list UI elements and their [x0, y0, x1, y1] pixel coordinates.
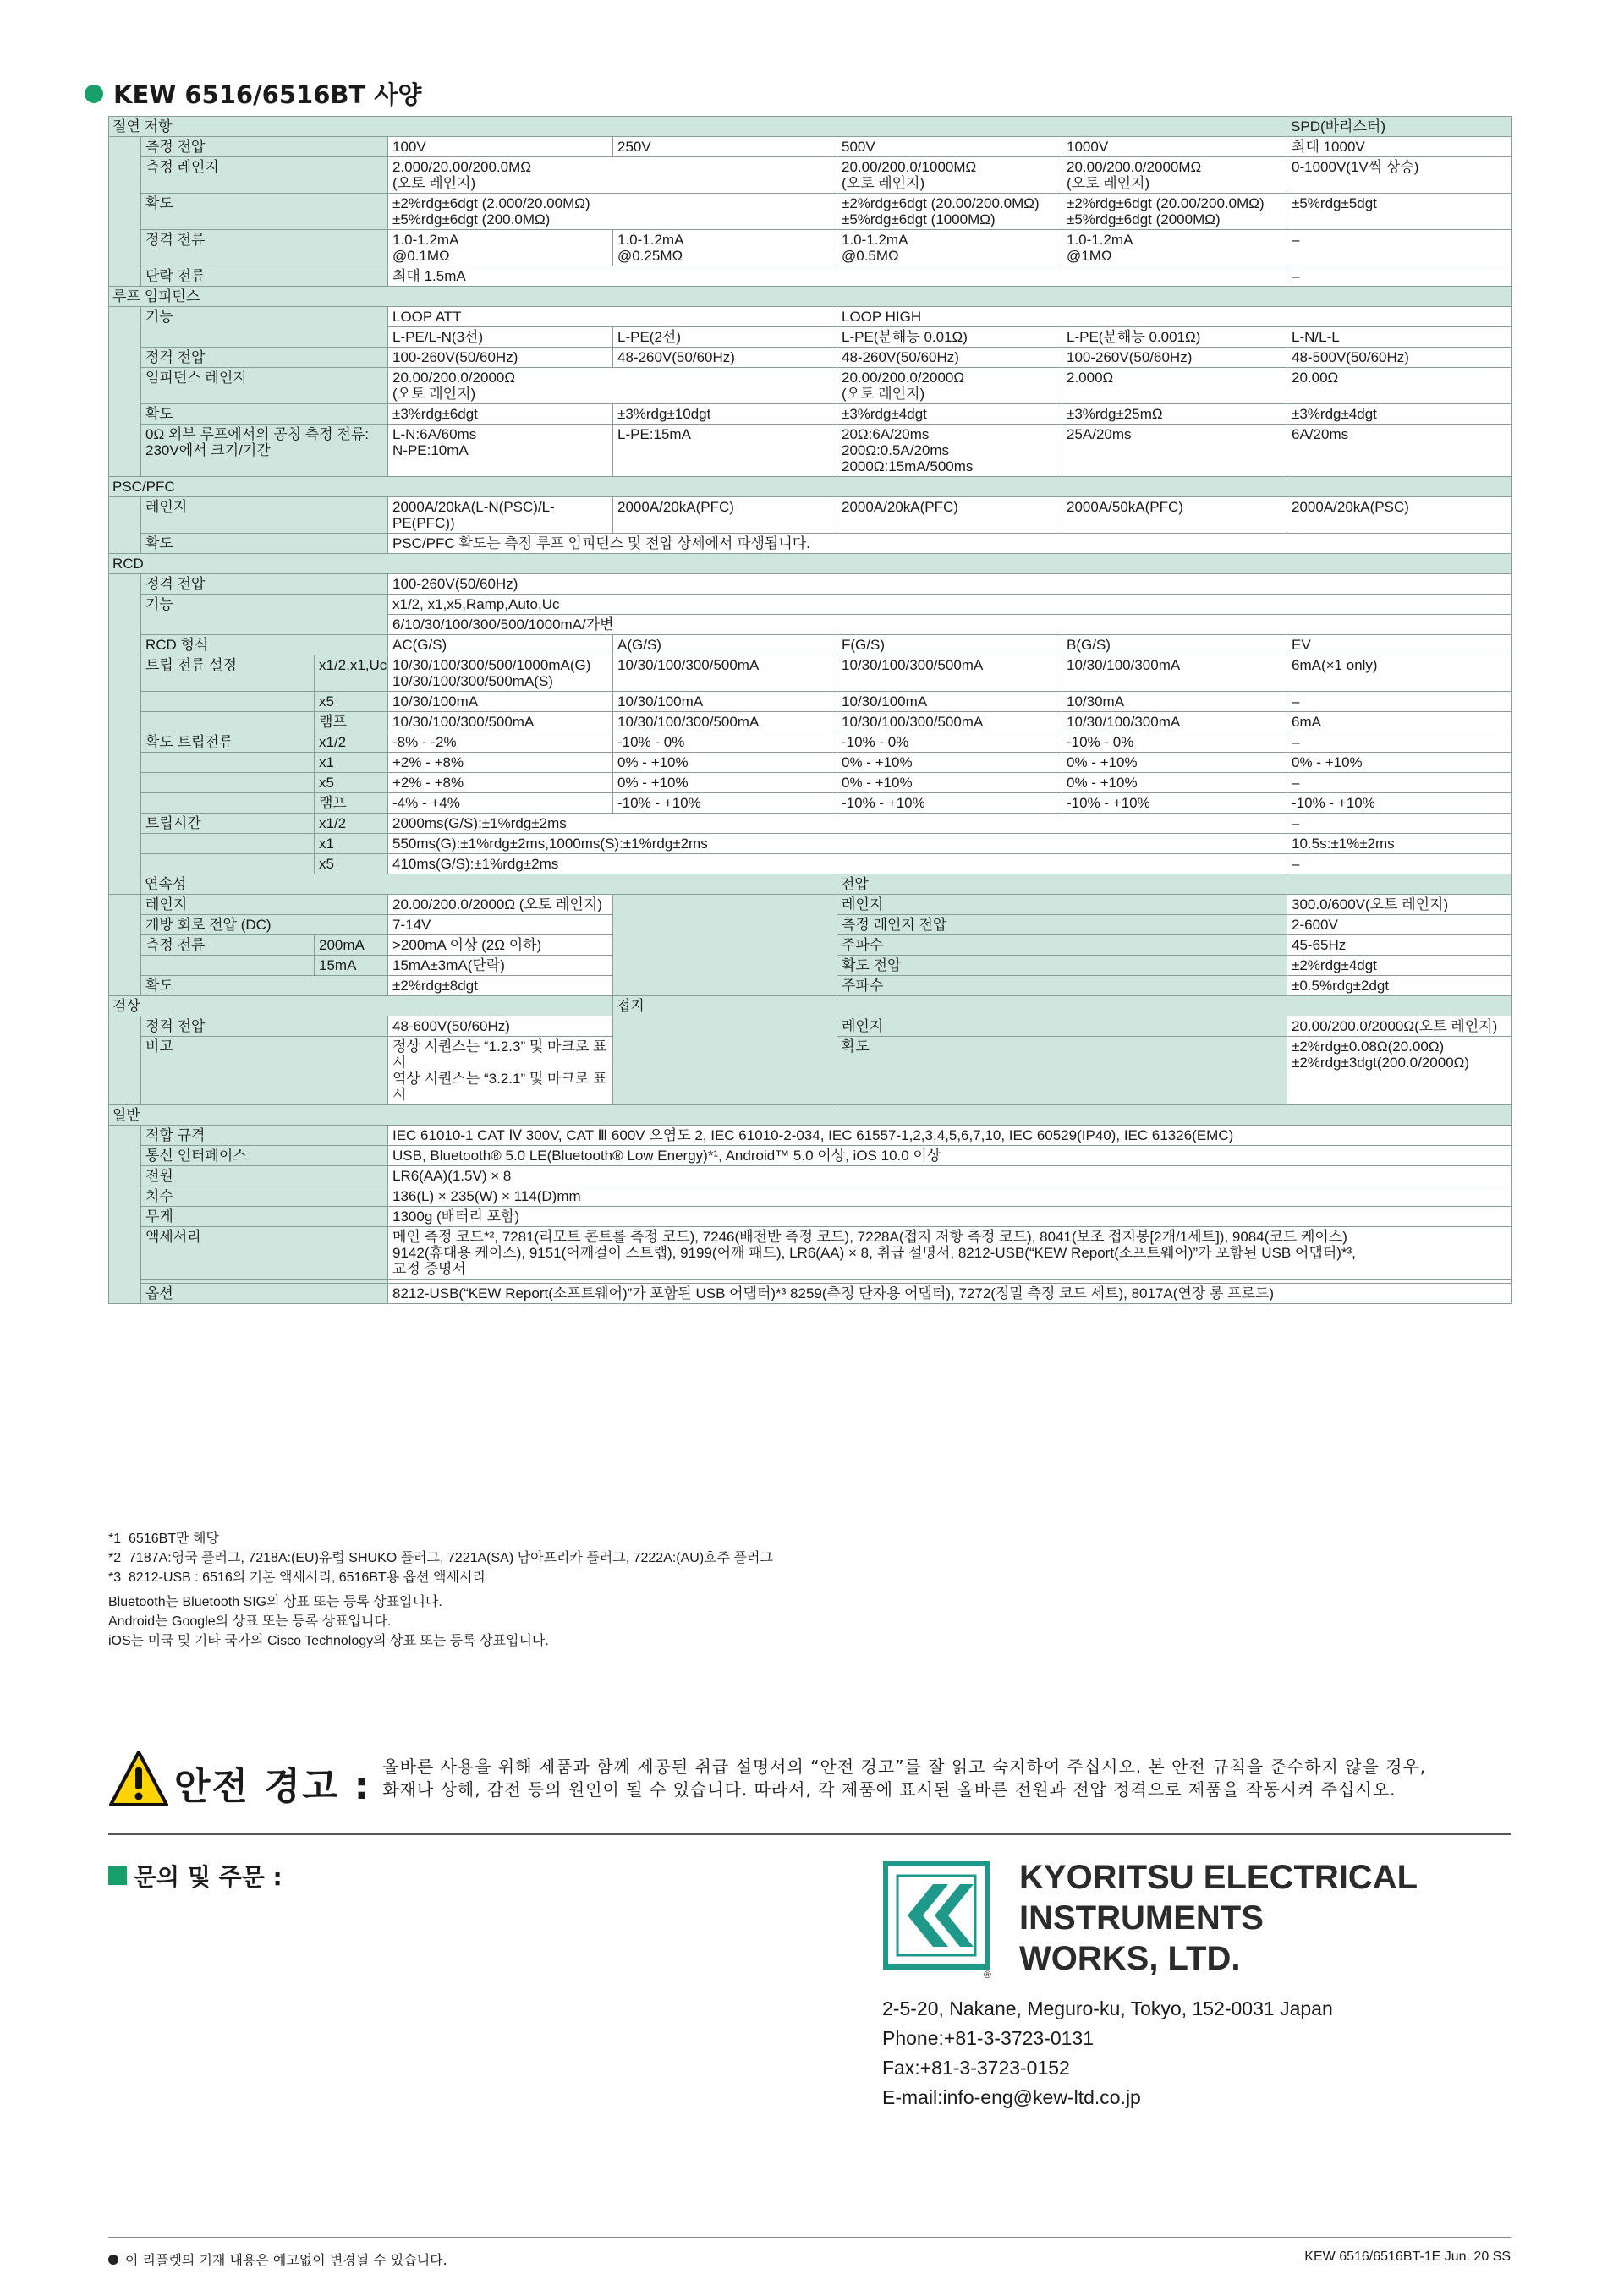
row-label: 레인지 [141, 895, 388, 915]
table-row [109, 996, 1512, 1016]
row-label [141, 854, 315, 874]
row-label: 레인지 [141, 497, 388, 534]
table-cell: -10% - +10% [1062, 793, 1287, 814]
table-cell: 100-260V(50/60Hz) [388, 574, 1512, 595]
table-row [109, 230, 1512, 266]
company-phone: Phone:+81-3-3723-0131 [882, 2027, 1095, 2049]
row-label: x1/2,x1,Uc [315, 655, 388, 692]
company-name [1019, 1857, 1418, 1979]
table-row [109, 554, 1512, 574]
row-label: 정격 전류 [141, 230, 388, 266]
table-row [109, 773, 1512, 793]
page-title-text: KEW 6516/6516BT 사양 [113, 80, 422, 109]
table-cell: L-N:6A/60ms N-PE:10mA [388, 425, 613, 477]
document-code: KEW 6516/6516BT-1E Jun. 20 SS [1304, 2249, 1511, 2264]
table-cell: ±3%rdg±25mΩ [1062, 404, 1287, 425]
table-cell: ±3%rdg±4dgt [1287, 404, 1512, 425]
table-row [109, 157, 1512, 194]
row-label: 전원 [141, 1166, 388, 1186]
table-cell: LR6(AA)(1.5V) × 8 [388, 1166, 1512, 1186]
table-row [109, 635, 1512, 655]
row-label [141, 753, 315, 773]
row-label: 적합 규격 [141, 1126, 388, 1146]
table-cell: 20.00Ω [1287, 368, 1512, 404]
table-cell: 10/30/100/300/500mA [837, 655, 1062, 692]
table-cell: 500V [837, 137, 1062, 157]
table-cell: 1.0-1.2mA @1MΩ [1062, 230, 1287, 266]
table-cell: 8212-USB(“KEW Report(소프트웨어)”가 포함된 USB 어댑터)*³ 8259(측정 단자용 어댑터), 7272(정밀 측정 코드 세트), 8017A(연장 롱 프로드) [388, 1284, 1512, 1304]
table-cell: 20.00/200.0/2000MΩ (오토 레인지) [1062, 157, 1287, 194]
svg-text:®: ® [984, 1969, 991, 1979]
table-cell: L-PE(분해능 0.01Ω) [837, 327, 1062, 348]
table-cell: 15mA±3mA(단락) [388, 956, 613, 976]
table-cell: – [1287, 814, 1512, 834]
row-label: 개방 회로 전압 (DC) [141, 915, 388, 935]
section-gutter [109, 1126, 141, 1304]
row-label: 확도 [141, 534, 388, 554]
table-cell: ±2%rdg±6dgt (20.00/200.0MΩ) ±5%rdg±6dgt (2000MΩ) [1062, 194, 1287, 230]
section-gutter [109, 1016, 141, 1105]
table-cell: – [1287, 230, 1512, 266]
table-cell: 7-14V [388, 915, 613, 935]
table-cell: 1000V [1062, 137, 1287, 157]
table-row [109, 425, 1512, 477]
table-row [109, 1284, 1512, 1304]
row-label: 정격 전압 [141, 348, 388, 368]
company-fax: Fax:+81-3-3723-0152 [882, 2057, 1070, 2079]
table-row [109, 194, 1512, 230]
table-cell: LOOP ATT [388, 307, 837, 327]
table-row [109, 1105, 1512, 1126]
warning-line-2: 화재나 상해, 감전 등의 원인이 될 수 있습니다. 따라서, 각 제품에 표시된 올바른 전원과 전압 정격으로 제품을 작동시켜 주십시오. [382, 1779, 1396, 1800]
table-cell: 25A/20ms [1062, 425, 1287, 477]
section-header: 전압 [837, 874, 1512, 895]
table-cell: -10% - 0% [837, 732, 1062, 753]
table-cell: 1.0-1.2mA @0.5MΩ [837, 230, 1062, 266]
table-cell: L-PE/L-N(3선) [388, 327, 613, 348]
table-cell: 48-500V(50/60Hz) [1287, 348, 1512, 368]
section-header: PSC/PFC [109, 477, 1512, 497]
table-row [109, 1016, 1512, 1037]
row-label: x1/2 [315, 732, 388, 753]
table-cell: 1300g (배터리 포함) [388, 1207, 1512, 1227]
table-row [109, 534, 1512, 554]
row-label: x5 [315, 692, 388, 712]
table-cell: 250V [613, 137, 837, 157]
row-label: 레인지 [837, 1016, 1287, 1037]
row-label: 측정 레인지 전압 [837, 915, 1287, 935]
table-row [109, 595, 1512, 615]
footnotes [108, 1529, 773, 1651]
table-row [109, 137, 1512, 157]
table-cell: -10% - 0% [1062, 732, 1287, 753]
table-row [109, 753, 1512, 773]
table-cell: 2000A/50kA(PFC) [1062, 497, 1287, 534]
table-row [109, 497, 1512, 534]
row-label: 트립시간 [141, 814, 315, 834]
row-label: 확도 [141, 194, 388, 230]
table-cell: ±2%rdg±8dgt [388, 976, 613, 996]
warning-triangle-icon [108, 1749, 169, 1808]
table-row [109, 117, 1512, 137]
contact-label [108, 1859, 283, 1893]
table-cell: – [1287, 732, 1512, 753]
footer-divider [108, 2237, 1511, 2238]
table-cell: 6/10/30/100/300/500/1000mA/가변 [388, 615, 1512, 635]
row-label: 200mA [315, 935, 388, 956]
table-cell: ±2%rdg±6dgt (20.00/200.0MΩ) ±5%rdg±6dgt (1000MΩ) [837, 194, 1062, 230]
table-cell: 10/30/100mA [388, 692, 613, 712]
section-gutter [109, 307, 141, 477]
section-gutter [109, 497, 141, 554]
table-cell: 20.00/200.0/2000Ω(오토 레인지) [1287, 1016, 1512, 1037]
table-cell: 0% - +10% [837, 753, 1062, 773]
bullet-icon [108, 2255, 118, 2265]
table-cell: – [1287, 692, 1512, 712]
warning-title: 안전 경고 : [174, 1765, 371, 1808]
section-header: 검상 [109, 996, 613, 1016]
row-label: x5 [315, 854, 388, 874]
table-cell: L-PE(2선) [613, 327, 837, 348]
company-address: 2-5-20, Nakane, Meguro-ku, Tokyo, 152-0031 Japan [882, 1997, 1333, 2019]
table-row [109, 1166, 1512, 1186]
table-cell: 20.00/200.0/2000Ω (오토 레인지) [388, 895, 613, 915]
row-label: 통신 인터페이스 [141, 1146, 388, 1166]
table-row [109, 368, 1512, 404]
row-label: 임피던스 레인지 [141, 368, 388, 404]
table-cell: 0% - +10% [1062, 753, 1287, 773]
table-row [109, 814, 1512, 834]
table-row [109, 895, 1512, 915]
row-label [141, 956, 315, 976]
table-row [109, 477, 1512, 497]
table-row [109, 732, 1512, 753]
footnote-line: *1 6516BT만 해당 [108, 1532, 219, 1546]
company-email[interactable]: E-mail:info-eng@kew-ltd.co.jp [882, 2086, 1141, 2108]
row-label: 확도 [141, 404, 388, 425]
table-row [109, 1126, 1512, 1146]
table-cell: 410ms(G/S):±1%rdg±2ms [388, 854, 1287, 874]
row-label: 측정 전류 [141, 935, 315, 956]
section-header: RCD [109, 554, 1512, 574]
table-cell: PSC/PFC 확도는 측정 루프 임피던스 및 전압 상세에서 파생됩니다. [388, 534, 1512, 554]
table-row [109, 874, 1512, 895]
table-cell: L-PE(분해능 0.001Ω) [1062, 327, 1287, 348]
row-label: 기능 [141, 595, 388, 635]
table-cell: 정상 시퀀스는 “1.2.3” 및 마크로 표시 역상 시퀀스는 “3.2.1” 및 마크로 표시 [388, 1037, 613, 1105]
row-label: 램프 [315, 712, 388, 732]
table-cell: 메인 측정 코드*², 7281(리모트 콘트롤 측정 코드), 7246(배전반 측정 코드), 7228A(접지 저항 측정 코드), 8041(보조 접지봉[2개/1세트]), 9084(코드 케이스) 9142(휴대용 케이스), 9151(어깨걸이 스트랩), 9199(어깨 패드), LR6(AA) × 8, 취급 설명서, 8212-USB(“KEW Report(소프트웨어)”가 포함된 USB 어댑터)*³, 교정 증명서 [388, 1227, 1512, 1280]
section-header: 절연 저항 [109, 117, 1287, 137]
footnote-line: Android는 Google의 상표 또는 등록 상표입니다. [108, 1614, 392, 1629]
table-cell: 100-260V(50/60Hz) [1062, 348, 1287, 368]
table-cell: A(G/S) [613, 635, 837, 655]
table-cell: – [1287, 854, 1512, 874]
safety-warning [108, 1749, 1426, 1810]
row-label: 레인지 [837, 895, 1287, 915]
footer-disclaimer [108, 2249, 447, 2269]
table-cell: 2000A/20kA(PFC) [613, 497, 837, 534]
table-cell: IEC 61010-1 CAT Ⅳ 300V, CAT Ⅲ 600V 오염도 2, IEC 61010-2-034, IEC 61557-1,2,3,4,5,6,7,10, IEC 60529(IP40), IEC 61326(EMC) [388, 1126, 1512, 1146]
row-label: 무게 [141, 1207, 388, 1227]
section-gutter [109, 574, 141, 895]
table-cell: ±0.5%rdg±2dgt [1287, 976, 1512, 996]
row-label: x5 [315, 773, 388, 793]
table-cell: 20.00/200.0/2000Ω (오토 레인지) [388, 368, 837, 404]
row-label: 트립 전류 설정 [141, 655, 315, 692]
table-cell: x1/2, x1,x5,Ramp,Auto,Uc [388, 595, 1512, 615]
row-label [141, 692, 315, 712]
table-cell: 550ms(G):±1%rdg±2ms,1000ms(S):±1%rdg±2ms [388, 834, 1287, 854]
row-label: 확도 [837, 1037, 1287, 1105]
row-label [141, 834, 315, 854]
section-header: SPD(바리스터) [1287, 117, 1512, 137]
table-cell: 20.00/200.0/2000Ω (오토 레인지) [837, 368, 1062, 404]
table-cell: 2.000Ω [1062, 368, 1287, 404]
bullet-dot-icon [85, 85, 103, 103]
table-cell: 48-260V(50/60Hz) [613, 348, 837, 368]
table-cell: – [1287, 266, 1512, 287]
table-cell: 1.0-1.2mA @0.1MΩ [388, 230, 613, 266]
table-cell: 6A/20ms [1287, 425, 1512, 477]
row-label: 15mA [315, 956, 388, 976]
footnote-line: Bluetooth는 Bluetooth SIG의 상표 또는 등록 상표입니다. [108, 1595, 442, 1609]
table-cell: 0% - +10% [613, 753, 837, 773]
table-cell: 2-600V [1287, 915, 1512, 935]
section-gutter [613, 1016, 837, 1105]
row-label [141, 773, 315, 793]
footnote-line: iOS는 미국 및 기타 국가의 Cisco Technology의 상표 또는 등록 상표입니다. [108, 1634, 549, 1648]
row-label: 주파수 [837, 935, 1287, 956]
table-row [109, 655, 1512, 692]
table-cell: -10% - 0% [613, 732, 837, 753]
table-row [109, 854, 1512, 874]
square-bullet-icon [108, 1866, 127, 1885]
table-cell: 10/30/100mA [837, 692, 1062, 712]
table-cell: 100-260V(50/60Hz) [388, 348, 613, 368]
table-cell: L-N/L-L [1287, 327, 1512, 348]
table-cell: – [1287, 773, 1512, 793]
kyoritsu-logo-icon [882, 1860, 1001, 1979]
table-row [109, 287, 1512, 307]
table-cell: 10/30/100/300mA [1062, 712, 1287, 732]
table-cell: 136(L) × 235(W) × 114(D)mm [388, 1186, 1512, 1207]
row-label: 정격 전압 [141, 574, 388, 595]
table-cell: AC(G/S) [388, 635, 613, 655]
table-row [109, 1207, 1512, 1227]
table-cell: L-PE:15mA [613, 425, 837, 477]
table-cell: F(G/S) [837, 635, 1062, 655]
footnote-line: *3 8212-USB : 6516의 기본 액세서리, 6516BT용 옵션 액세서리 [108, 1570, 486, 1585]
row-label: x1 [315, 753, 388, 773]
row-label: 액세서리 [141, 1227, 388, 1280]
row-label: 램프 [315, 793, 388, 814]
table-cell: 최대 1.5mA [388, 266, 1287, 287]
row-label: 기능 [141, 307, 388, 348]
table-cell: 2.000/20.00/200.0MΩ (오토 레인지) [388, 157, 837, 194]
table-cell: LOOP HIGH [837, 307, 1512, 327]
row-label: 확도 [141, 976, 388, 996]
table-cell: 300.0/600V(오토 레인지) [1287, 895, 1512, 915]
row-label: 확도 전압 [837, 956, 1287, 976]
footnote-line: *2 7187A:영국 플러그, 7218A:(EU)유럽 SHUKO 플러그, 7221A(SA) 남아프리카 플러그, 7222A:(AU)호주 플러그 [108, 1551, 773, 1565]
table-cell: 0% - +10% [1062, 773, 1287, 793]
table-cell: USB, Bluetooth® 5.0 LE(Bluetooth® Low Energy)*¹, Android™ 5.0 이상, iOS 10.0 이상 [388, 1146, 1512, 1166]
table-cell: 10/30/100mA [613, 692, 837, 712]
row-label: x1 [315, 834, 388, 854]
section-header: 접지 [613, 996, 1512, 1016]
table-cell: 6mA(×1 only) [1287, 655, 1512, 692]
table-cell: 10/30/100/300/500mA [613, 712, 837, 732]
table-cell: +2% - +8% [388, 753, 613, 773]
table-cell: 2000A/20kA(L-N(PSC)/L-PE(PFC)) [388, 497, 613, 534]
table-cell: B(G/S) [1062, 635, 1287, 655]
table-cell: 20.00/200.0/1000MΩ (오토 레인지) [837, 157, 1062, 194]
table-cell: 10/30/100/300/500/1000mA(G) 10/30/100/300/500mA(S) [388, 655, 613, 692]
warning-text [382, 1756, 1426, 1801]
table-cell: 45-65Hz [1287, 935, 1512, 956]
table-cell: 1.0-1.2mA @0.25MΩ [613, 230, 837, 266]
table-row [109, 692, 1512, 712]
table-cell: -10% - +10% [613, 793, 837, 814]
row-label: 측정 레인지 [141, 157, 388, 194]
section-gutter [613, 895, 837, 996]
row-label: 치수 [141, 1186, 388, 1207]
page-title [85, 76, 421, 111]
warning-line-1: 올바른 사용을 위해 제품과 함께 제공된 취급 설명서의 “안전 경고”를 잘 읽고 숙지하여 주십시오. 본 안전 규칙을 준수하지 않을 경우, [382, 1756, 1427, 1777]
row-label [141, 793, 315, 814]
table-cell: 48-600V(50/60Hz) [388, 1016, 613, 1037]
table-row [109, 348, 1512, 368]
table-cell: EV [1287, 635, 1512, 655]
table-cell: 0% - +10% [613, 773, 837, 793]
section-header: 일반 [109, 1105, 1512, 1126]
table-cell: 10/30/100/300/500mA [613, 655, 837, 692]
table-cell: ±2%rdg±0.08Ω(20.00Ω) ±2%rdg±3dgt(200.0/2000Ω) [1287, 1037, 1512, 1105]
table-cell: 6mA [1287, 712, 1512, 732]
row-label: 측정 전압 [141, 137, 388, 157]
table-row [109, 793, 1512, 814]
row-label: 옵션 [141, 1284, 388, 1304]
table-row [109, 1146, 1512, 1166]
table-cell: 10/30/100/300/500mA [837, 712, 1062, 732]
footer-disclaimer-text: 이 리플렛의 기재 내용은 예고없이 변경될 수 있습니다. [125, 2252, 447, 2268]
table-cell: 2000A/20kA(PFC) [837, 497, 1062, 534]
table-cell: -8% - -2% [388, 732, 613, 753]
row-label: 확도 트립전류 [141, 732, 315, 753]
table-cell: 2000A/20kA(PSC) [1287, 497, 1512, 534]
row-label: 주파수 [837, 976, 1287, 996]
table-cell: ±3%rdg±6dgt [388, 404, 613, 425]
table-row [109, 266, 1512, 287]
table-cell: 10/30/100/300/500mA [388, 712, 613, 732]
table-cell: -10% - +10% [837, 793, 1062, 814]
section-gutter [109, 895, 141, 996]
section-header: 연속성 [141, 874, 837, 895]
table-row [109, 712, 1512, 732]
section-header: 루프 임피던스 [109, 287, 1512, 307]
section-gutter [109, 137, 141, 287]
table-cell: 10/30/100/300mA [1062, 655, 1287, 692]
company-name-line: WORKS, LTD. [1019, 1940, 1241, 1977]
table-cell: ±5%rdg±5dgt [1287, 194, 1512, 230]
table-cell: 10.5s:±1%±2ms [1287, 834, 1512, 854]
table-cell: 20Ω:6A/20ms 200Ω:0.5A/20ms 2000Ω:15mA/500ms [837, 425, 1062, 477]
table-row [109, 1186, 1512, 1207]
table-row [109, 404, 1512, 425]
row-label: 비고 [141, 1037, 388, 1105]
table-cell: 최대 1000V [1287, 137, 1512, 157]
table-row [109, 834, 1512, 854]
table-row [109, 307, 1512, 327]
company-contact [882, 1994, 1333, 2112]
table-cell: 10/30mA [1062, 692, 1287, 712]
row-label: 0Ω 외부 루프에서의 공칭 측정 전류: 230V에서 크기/기간 [141, 425, 388, 477]
table-row [109, 574, 1512, 595]
row-label [141, 712, 315, 732]
table-cell: 0-1000V(1V씩 상승) [1287, 157, 1512, 194]
table-cell: 100V [388, 137, 613, 157]
table-cell: ±2%rdg±6dgt (2.000/20.00MΩ) ±5%rdg±6dgt (200.0MΩ) [388, 194, 837, 230]
table-cell: +2% - +8% [388, 773, 613, 793]
table-cell: -4% - +4% [388, 793, 613, 814]
table-cell: 48-260V(50/60Hz) [837, 348, 1062, 368]
table-cell: ±2%rdg±4dgt [1287, 956, 1512, 976]
row-label: x1/2 [315, 814, 388, 834]
table-cell: ±3%rdg±4dgt [837, 404, 1062, 425]
contact-label-text: 문의 및 주문 : [134, 1863, 283, 1891]
table-row [109, 1227, 1512, 1280]
divider [108, 1833, 1511, 1835]
row-label: 단락 전류 [141, 266, 388, 287]
row-label: RCD 형식 [141, 635, 388, 655]
table-cell: 0% - +10% [1287, 753, 1512, 773]
company-name-line: KYORITSU ELECTRICAL [1019, 1859, 1418, 1896]
row-label: 정격 전압 [141, 1016, 388, 1037]
table-cell: -10% - +10% [1287, 793, 1512, 814]
table-cell: >200mA 이상 (2Ω 이하) [388, 935, 613, 956]
company-name-line: INSTRUMENTS [1019, 1899, 1264, 1937]
table-cell: 0% - +10% [837, 773, 1062, 793]
table-cell: 2000ms(G/S):±1%rdg±2ms [388, 814, 1287, 834]
spec-table [108, 116, 1512, 1304]
table-cell: ±3%rdg±10dgt [613, 404, 837, 425]
